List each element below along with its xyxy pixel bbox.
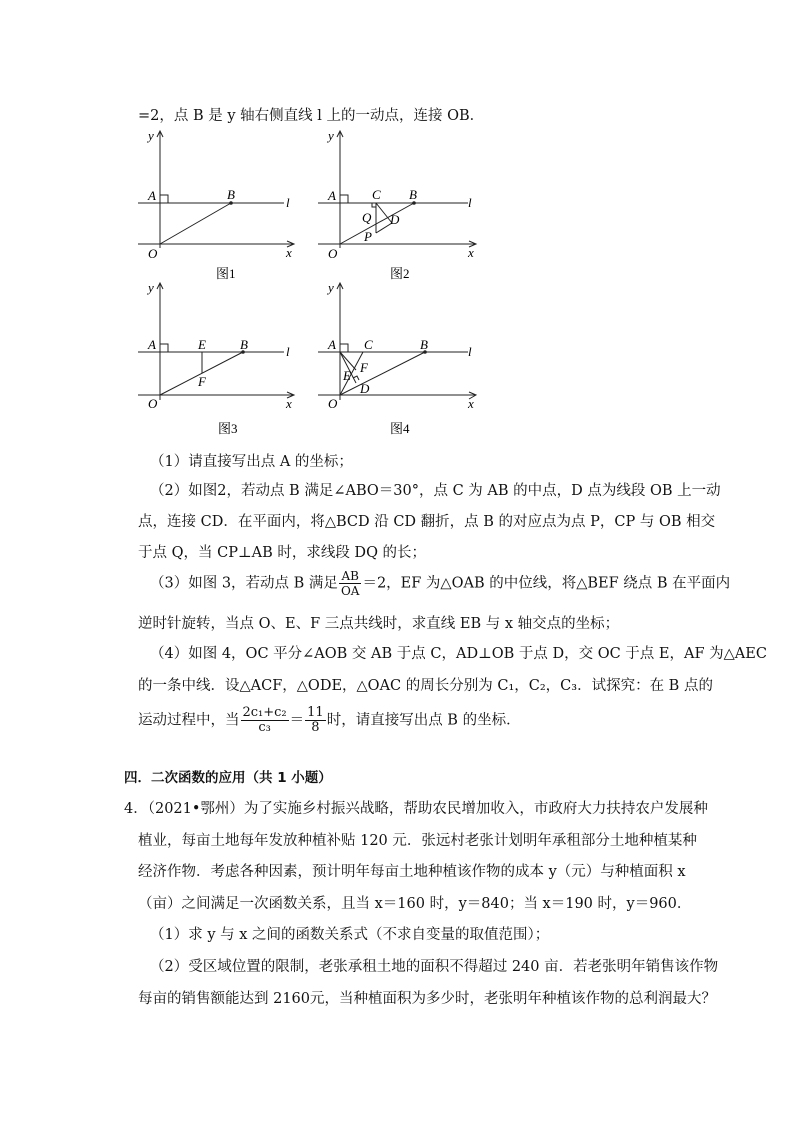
segment-ob [340,352,425,395]
frac-denominator: OA [340,584,360,598]
label-b: B [420,337,428,352]
label-o: O [148,396,158,411]
label-b: B [227,187,235,202]
caption-fig3: 图3 [218,421,238,436]
fraction-ab-over-oa [339,569,362,598]
label-x: x [468,396,474,411]
label-x: x [286,396,292,411]
question-2-line-2: 点，连接 CD．在平面内，将△BCD 沿 CD 翻折，点 B 的对应点为点 P，CP 与 OB 相交 [138,514,716,530]
caption-fig4: 图4 [390,421,410,436]
frac-denominator: c₃ [258,720,271,735]
label-c: C [372,187,381,202]
frac-numerator: 11 [307,705,324,720]
label-f: F [360,360,368,375]
fraction-c-ratio [241,706,289,735]
problem-4-line-4: （亩）之间满足一次函数关系，且当 x＝160 时，y＝840；当 x＝190 时，y＝960． [138,896,692,912]
label-y: y [148,128,154,143]
problem-4-question-1: （1）求 y 与 x 之间的函数关系式（不求自变量的取值范围）； [150,927,550,943]
label-e: E [343,368,351,383]
question-1: （1）请直接写出点 A 的坐标； [150,454,353,470]
question-3-line-2: 逆时针旋转，当点 O、E、F 三点共线时，求直线 EB 与 x 轴交点的坐标； [138,616,620,632]
q4-suffix: 时，请直接写出点 B 的坐标． [326,712,521,729]
label-x: x [286,245,292,260]
label-x: x [468,245,474,260]
question-3-line-1 [150,569,730,598]
problem-4-line-3: 经济作物．考虑各种因素，预计明年每亩土地种植该作物的成本 y（元）与种植面积 x [138,864,686,880]
label-o: O [148,246,158,261]
fraction-11-over-8 [305,706,326,735]
label-o: O [328,246,338,261]
problem-4-line-1: 4．（2021•鄂州）为了实施乡村振兴战略，帮助农民增加收入，市政府大力扶持农户发展种 [124,801,708,817]
label-a: A [328,337,336,352]
label-l: l [468,195,472,210]
question-4-line-3: 运动过程中，当 $\frac{\text{2c₁+c₂}}{\text{c₃}}$ ＝ $\frac{11}{8}$ 时，请直接写出点 B 的坐标． [138,705,521,735]
caption-fig2: 图2 [390,266,410,281]
q3-suffix: ＝2，EF 为△OAB 的中位线，将△BEF 绕点 B 在平面内 [362,575,731,592]
frac-numerator: 2c₁+c₂ [242,705,287,720]
problem-intro-line: =2，点 B 是 y 轴右侧直线 l 上的一动点，连接 OB． [138,108,485,124]
label-y: y [328,128,334,143]
figure-1 [138,128,308,287]
problem-4-question-2-line-1: （2）受区域位置的限制，老张承租土地的面积不得超过 240 亩．若老张明年销售该作物 [150,959,719,975]
section-heading: 四．二次函数的应用（共 1 小题） [124,770,332,786]
segment-ob [160,203,231,244]
label-l: l [286,195,290,210]
caption-fig1: 图1 [216,266,236,281]
label-b: B [240,337,248,352]
label-a: A [148,337,156,352]
q3-prefix: （3）如图 3，若动点 B 满足 [150,575,338,592]
figure-2 [318,128,488,287]
question-2-line-1: （2）如图2，若动点 B 满足∠ABO＝30°，点 C 为 AB 的中点，D 点为线段 OB 上一动 [150,483,721,499]
label-e: E [198,337,206,352]
figure-3 [138,280,308,444]
question-4-line-1: （4）如图 4，OC 平分∠AOB 交 AB 于点 C，AD⊥OB 于点 D，交 OC 于点 E，AF 为△AEC [150,646,767,662]
label-a: A [328,188,336,203]
question-4-line-2: 的一条中线．设△ACF，△ODE，△OAC 的周长分别为 C₁，C₂，C₃．试探究：在 B 点的 [138,678,713,694]
label-d: D [360,381,370,396]
label-y: y [148,280,154,295]
label-f: F [198,374,206,389]
label-c: C [364,337,373,352]
problem-4-question-2-line-2: 每亩的销售额能达到 2160元，当种植面积为多少时，老张明年种植该作物的总利润最大？ [138,991,717,1007]
right-angle-mark [160,195,168,203]
label-l: l [468,344,472,359]
problem-4-line-2: 植业，每亩土地每年发放种植补贴 120 元．张远村老张计划明年承租部分土地种植某种 [138,833,697,849]
label-q: Q [362,210,372,225]
label-a: A [148,188,156,203]
label-y: y [328,280,334,295]
label-o: O [328,396,338,411]
label-p: P [364,229,372,244]
label-d: D [390,212,400,227]
frac-denominator: 8 [311,720,320,735]
frac-numerator: AB [339,569,362,584]
figure-4 [318,280,488,444]
label-b: B [409,187,417,202]
question-2-line-3: 于点 Q，当 CP⊥AB 时，求线段 DQ 的长； [138,545,427,561]
q4-prefix: 运动过程中，当 [138,712,240,729]
label-l: l [286,344,290,359]
